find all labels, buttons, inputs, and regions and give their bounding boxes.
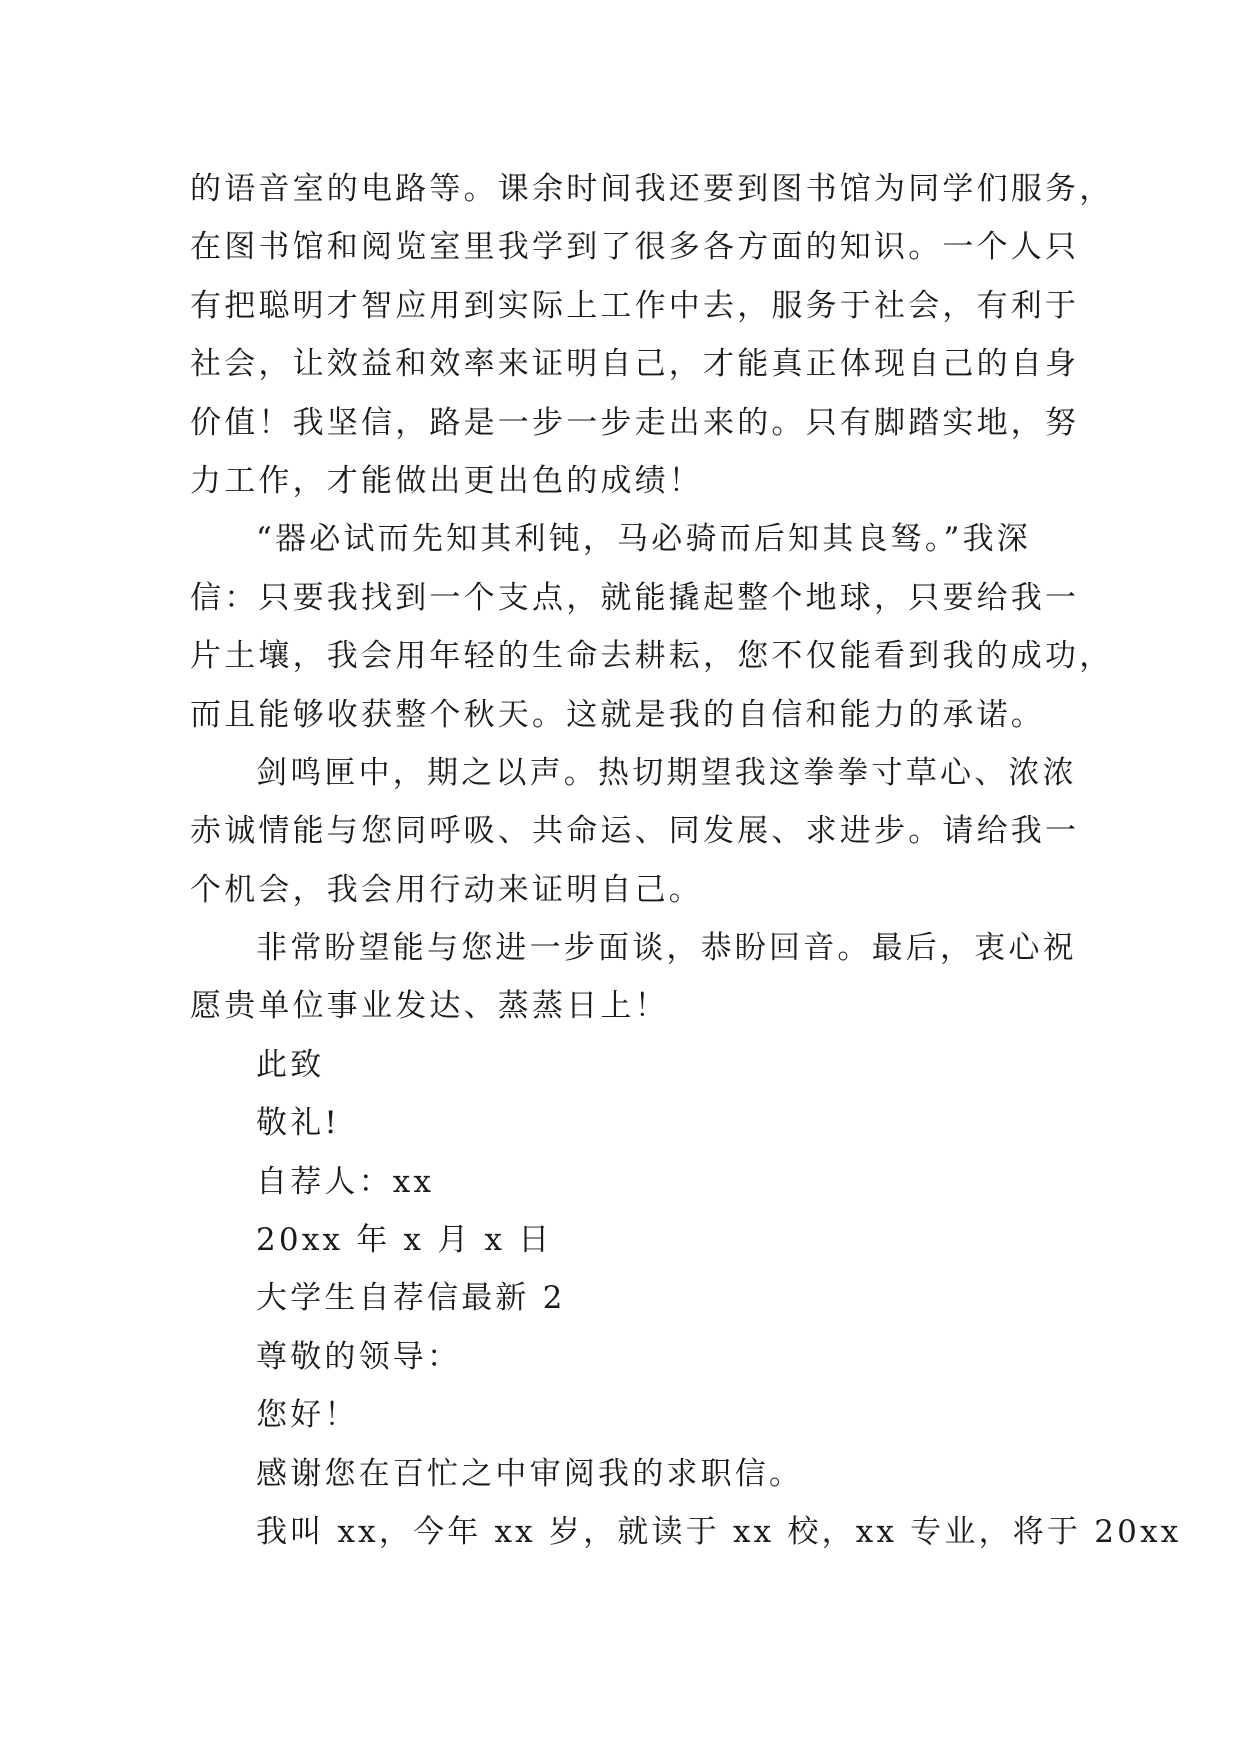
text-line: 非常盼望能与您进一步面谈，恭盼回音。最后，衷心祝 bbox=[256, 930, 1077, 967]
text-line: 20xx 年 x 月 x 日 bbox=[256, 1222, 553, 1259]
text-line: 大学生自荐信最新 2 bbox=[256, 1280, 566, 1317]
text-line: 信：只要我找到一个支点，就能撬起整个地球，只要给我一 bbox=[190, 579, 1080, 616]
text-line: 自荐人：xx bbox=[256, 1163, 435, 1200]
text-line: 个机会，我会用行动来证明自己。 bbox=[190, 871, 703, 908]
text-line: 力工作，才能做出更出色的成绩！ bbox=[190, 462, 703, 499]
text-line: 感谢您在百忙之中审阅我的求职信。 bbox=[256, 1455, 804, 1492]
text-line: 有把聪明才智应用到实际上工作中去，服务于社会，有利于 bbox=[190, 287, 1080, 324]
document-body bbox=[190, 160, 1182, 1561]
text-line: 的语音室的电路等。课余时间我还要到图书馆为同学们服务， bbox=[190, 171, 1114, 207]
text-line: 而且能够收获整个秋天。这就是我的自信和能力的承诺。 bbox=[190, 696, 1045, 733]
text-line: 我叫 xx，今年 xx 岁，就读于 xx 校，xx 专业，将于 20xx bbox=[256, 1513, 1182, 1550]
text-line: 愿贵单位事业发达、蒸蒸日上！ bbox=[190, 988, 669, 1025]
text-line: 片土壤，我会用年轻的生命去耕耘，您不仅能看到我的成功， bbox=[190, 638, 1114, 675]
text-line: 价值！我坚信，路是一步一步走出来的。只有脚踏实地，努 bbox=[190, 404, 1080, 441]
text-line: 赤诚情能与您同呼吸、共命运、同发展、求进步。请给我一 bbox=[190, 813, 1080, 850]
text-line: 剑鸣匣中，期之以声。热切期望我这拳拳寸草心、浓浓 bbox=[256, 754, 1077, 791]
text-line: 尊敬的领导： bbox=[256, 1338, 462, 1375]
text-line: 在图书馆和阅览室里我学到了很多各方面的知识。一个人只 bbox=[190, 229, 1080, 266]
text-line: “器必试而先知其利钝，马必骑而后知其良驽。”我深 bbox=[256, 521, 1031, 558]
text-line: 您好！ bbox=[256, 1397, 359, 1434]
text-line: 此致 bbox=[256, 1046, 325, 1083]
text-line: 敬礼! bbox=[256, 1105, 341, 1142]
text-line: 社会，让效益和效率来证明自己，才能真正体现自己的自身 bbox=[190, 346, 1080, 383]
